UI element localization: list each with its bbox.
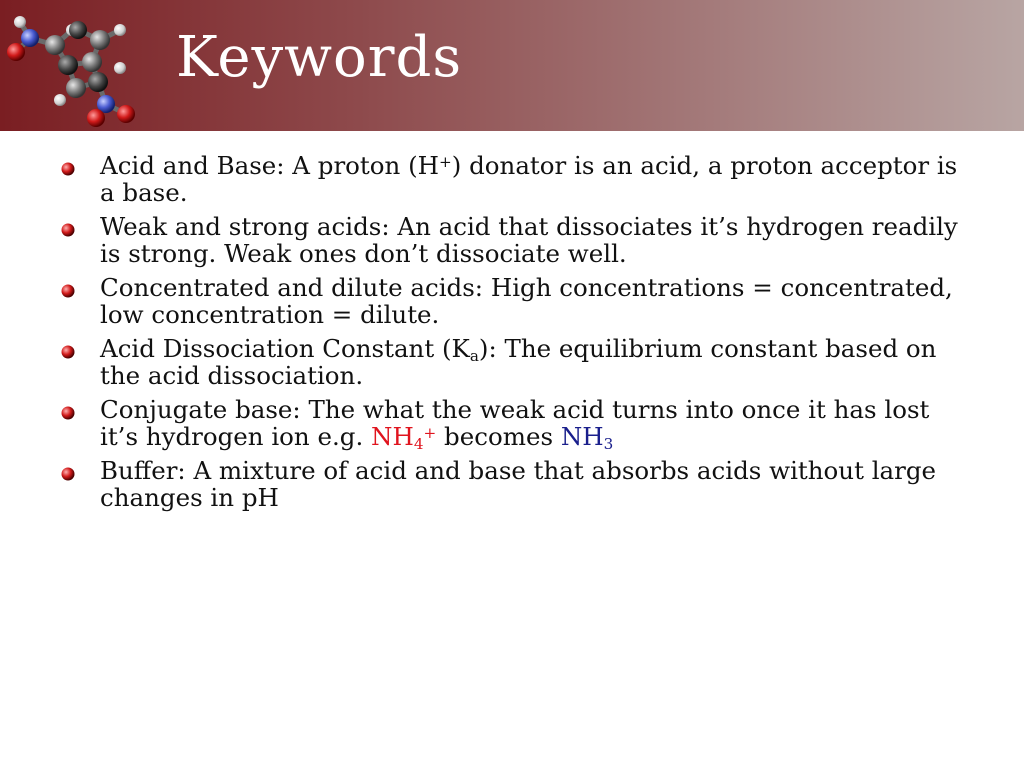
list-item bbox=[60, 457, 960, 511]
superscript: + bbox=[439, 153, 452, 172]
subscript: 3 bbox=[603, 434, 614, 453]
superscript: + bbox=[423, 424, 437, 443]
list-item bbox=[60, 335, 960, 389]
item-text: Buffer: A mixture of acid and base that absorbs acids without large changes in pH bbox=[100, 456, 937, 512]
item-text: becomes bbox=[436, 422, 561, 451]
list-item bbox=[60, 152, 960, 206]
bullet-list bbox=[60, 152, 960, 518]
formula-ammonia bbox=[561, 422, 613, 451]
red-sphere-bullet-icon bbox=[61, 284, 75, 298]
red-sphere-bullet-icon bbox=[61, 467, 75, 481]
red-sphere-bullet-icon bbox=[61, 345, 75, 359]
item-text: Acid Dissociation Constant (K bbox=[100, 334, 470, 363]
red-sphere-bullet-icon bbox=[61, 162, 75, 176]
red-sphere-bullet-icon bbox=[61, 223, 75, 237]
formula-base: NH bbox=[560, 422, 604, 451]
formula-ammonium bbox=[371, 422, 436, 451]
formula-base: NH bbox=[371, 422, 414, 451]
list-item bbox=[60, 213, 960, 267]
item-text: ) donator is an acid, a proton acceptor is a base. bbox=[100, 151, 958, 207]
list-item bbox=[60, 395, 960, 453]
item-text: Weak and strong acids: An acid that dissociates it’s hydrogen readily is strong. Weak ones don’t dissociate well. bbox=[100, 212, 958, 268]
list-item bbox=[60, 274, 960, 328]
item-text: ): The equilibrium constant based on the acid dissociation. bbox=[100, 334, 937, 390]
item-text: Concentrated and dilute acids: High concentrations = concentrated, low concentration = dilute. bbox=[100, 273, 953, 329]
slide-title: Keywords bbox=[176, 25, 463, 90]
molecule-icon bbox=[0, 0, 150, 131]
item-text: Acid and Base: A proton (H bbox=[100, 151, 440, 180]
subscript: a bbox=[469, 346, 479, 365]
subscript: 4 bbox=[413, 434, 424, 453]
item-text: Conjugate base: The what the weak acid turns into once it has lost it’s hydrogen ion e.g. bbox=[100, 395, 930, 451]
red-sphere-bullet-icon bbox=[61, 406, 75, 420]
header-banner bbox=[0, 0, 1024, 131]
